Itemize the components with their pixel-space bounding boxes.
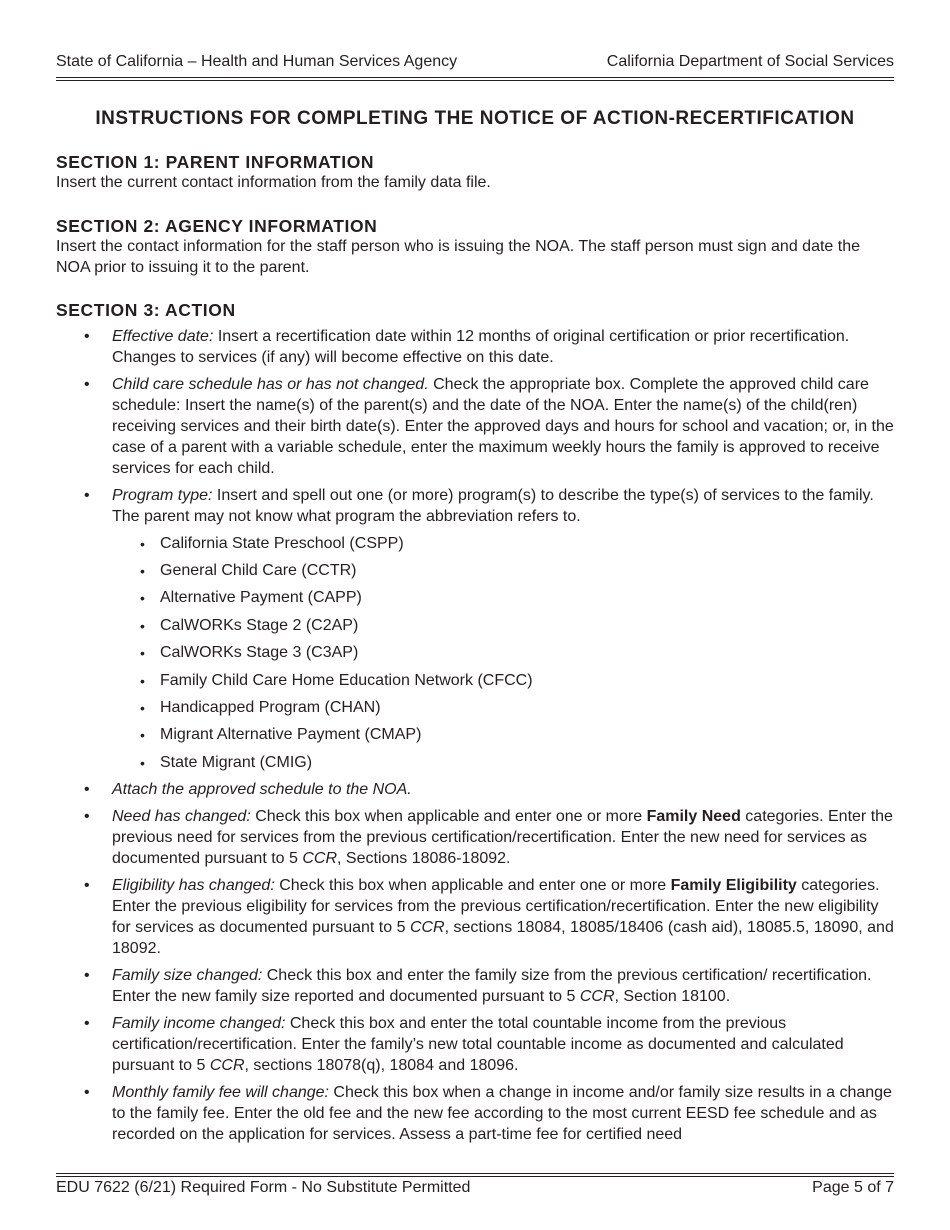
section2-heading: SECTION 2: AGENCY INFORMATION (56, 215, 378, 236)
program-item: • State Migrant (CMIG) (112, 753, 894, 774)
section1-heading: SECTION 1: PARENT INFORMATION (56, 152, 375, 172)
header-department: California Department of Social Services (606, 53, 894, 70)
program-item: • California State Preschool (CSPP) (112, 534, 894, 555)
list-item-schedule: • Child care schedule has or has not changed. Check the appropriate box. Complete the approved child care schedule: Insert the name(s) of the parent(s) and the date of the NOA. Enter the name(s) of the child(ren) receiving services and their birth date(s). Enter the approved days and hours for school and vacation; or, in the case of a parent with a variable schedule, enter the maximum weekly hours the family is approved to receive services for each child. (56, 375, 894, 479)
program-item: • CalWORKs Stage 2 (C2AP) (112, 616, 894, 637)
list-item-monthly-fee: • Monthly family fee will change: Check this box when a change in income and/or family size results in a change to the family fee. Enter the old fee and the new fee according to the most current EESD fee schedule and as recorded on the application for services. Assess a part-time fee for certified need (56, 1083, 894, 1145)
program-item: • Family Child Care Home Education Network (CFCC) (112, 671, 894, 692)
program-item: • Handicapped Program (CHAN) (112, 698, 894, 719)
section3-heading: SECTION 3: ACTION (56, 300, 236, 321)
list-item-effective-date: • Effective date: Insert a recertification date within 12 months of original certification or prior recertification. Changes to services (if any) will become effective on this date. (56, 327, 894, 369)
header-agency: State of California – Health and Human Services Agency (56, 53, 458, 70)
program-item: • General Child Care (CCTR) (112, 561, 894, 582)
list-item-need: • Need has changed: Check this box when applicable and enter one or more Family Need categories. Enter the previous need for services from the previous certification/recertification. Enter the new need for services as documented pursuant to 5 CCR, Sections 18086-18092. (56, 807, 894, 869)
list-item-attach: • Attach the approved schedule to the NOA. (56, 780, 894, 801)
program-list (112, 534, 894, 774)
section1-text: Insert the current contact information from the family data file. (56, 174, 491, 191)
list-item-family-size: • Family size changed: Check this box and enter the family size from the previous certification/ recertification. Enter the new family size reported and documented pursuant to 5 CCR, Section 18100. (56, 966, 894, 1008)
page-title: INSTRUCTIONS FOR COMPLETING THE NOTICE OF ACTION-RECERTIFICATION (95, 108, 855, 129)
header-rule (56, 77, 894, 78)
footer-form-id: EDU 7622 (6/21) Required Form - No Substitute Permitted (56, 1179, 471, 1196)
program-item: • CalWORKs Stage 3 (C3AP) (112, 643, 894, 664)
action-list (56, 327, 894, 1145)
list-item-eligibility: • Eligibility has changed: Check this box when applicable and enter one or more Family Eligibility categories. Enter the previous eligibility for services from the previous certification/recertification. Enter the new eligibility for services as documented pursuant to 5 CCR, sections 18084, 18085/18406 (cash aid), 18085.5, 18090, and 18092. (56, 876, 894, 959)
program-item: • Migrant Alternative Payment (CMAP) (112, 725, 894, 746)
list-item-family-income: • Family income changed: Check this box and enter the total countable income from the previous certification/recertification. Enter the family’s new total countable income as documented and calculated pursuant to 5 CCR, sections 18078(q), 18084 and 18096. (56, 1014, 894, 1076)
header-rule-secondary (56, 80, 894, 81)
section2-text: Insert the contact information for the staff person who is issuing the NOA. The staff person must sign and date the NOA prior to issuing it to the parent. (56, 237, 860, 276)
footer-page-number: Page 5 of 7 (812, 1179, 894, 1196)
list-item-program-type: • Program type: Insert and spell out one (or more) program(s) to describe the type(s) of services to the family. The parent may not know what program the abbreviation refers to. • California State Preschool (CSPP) • General Child Care (CCTR) • Alternative Payment (CAPP) • CalWORKs Stage 2 (C2AP) • CalWORKs Stage 3 (C3AP) • Family Child Care Home Education Network (CFCC) • Handicapped Program (CHAN) • Migrant Alternative Payment (CMAP) • State Migrant (CMIG) (56, 486, 894, 774)
program-item: • Alternative Payment (CAPP) (112, 588, 894, 609)
page-footer (56, 1177, 894, 1199)
page-header (56, 50, 894, 74)
document-body (56, 151, 894, 1152)
footer-rule (56, 1173, 894, 1174)
